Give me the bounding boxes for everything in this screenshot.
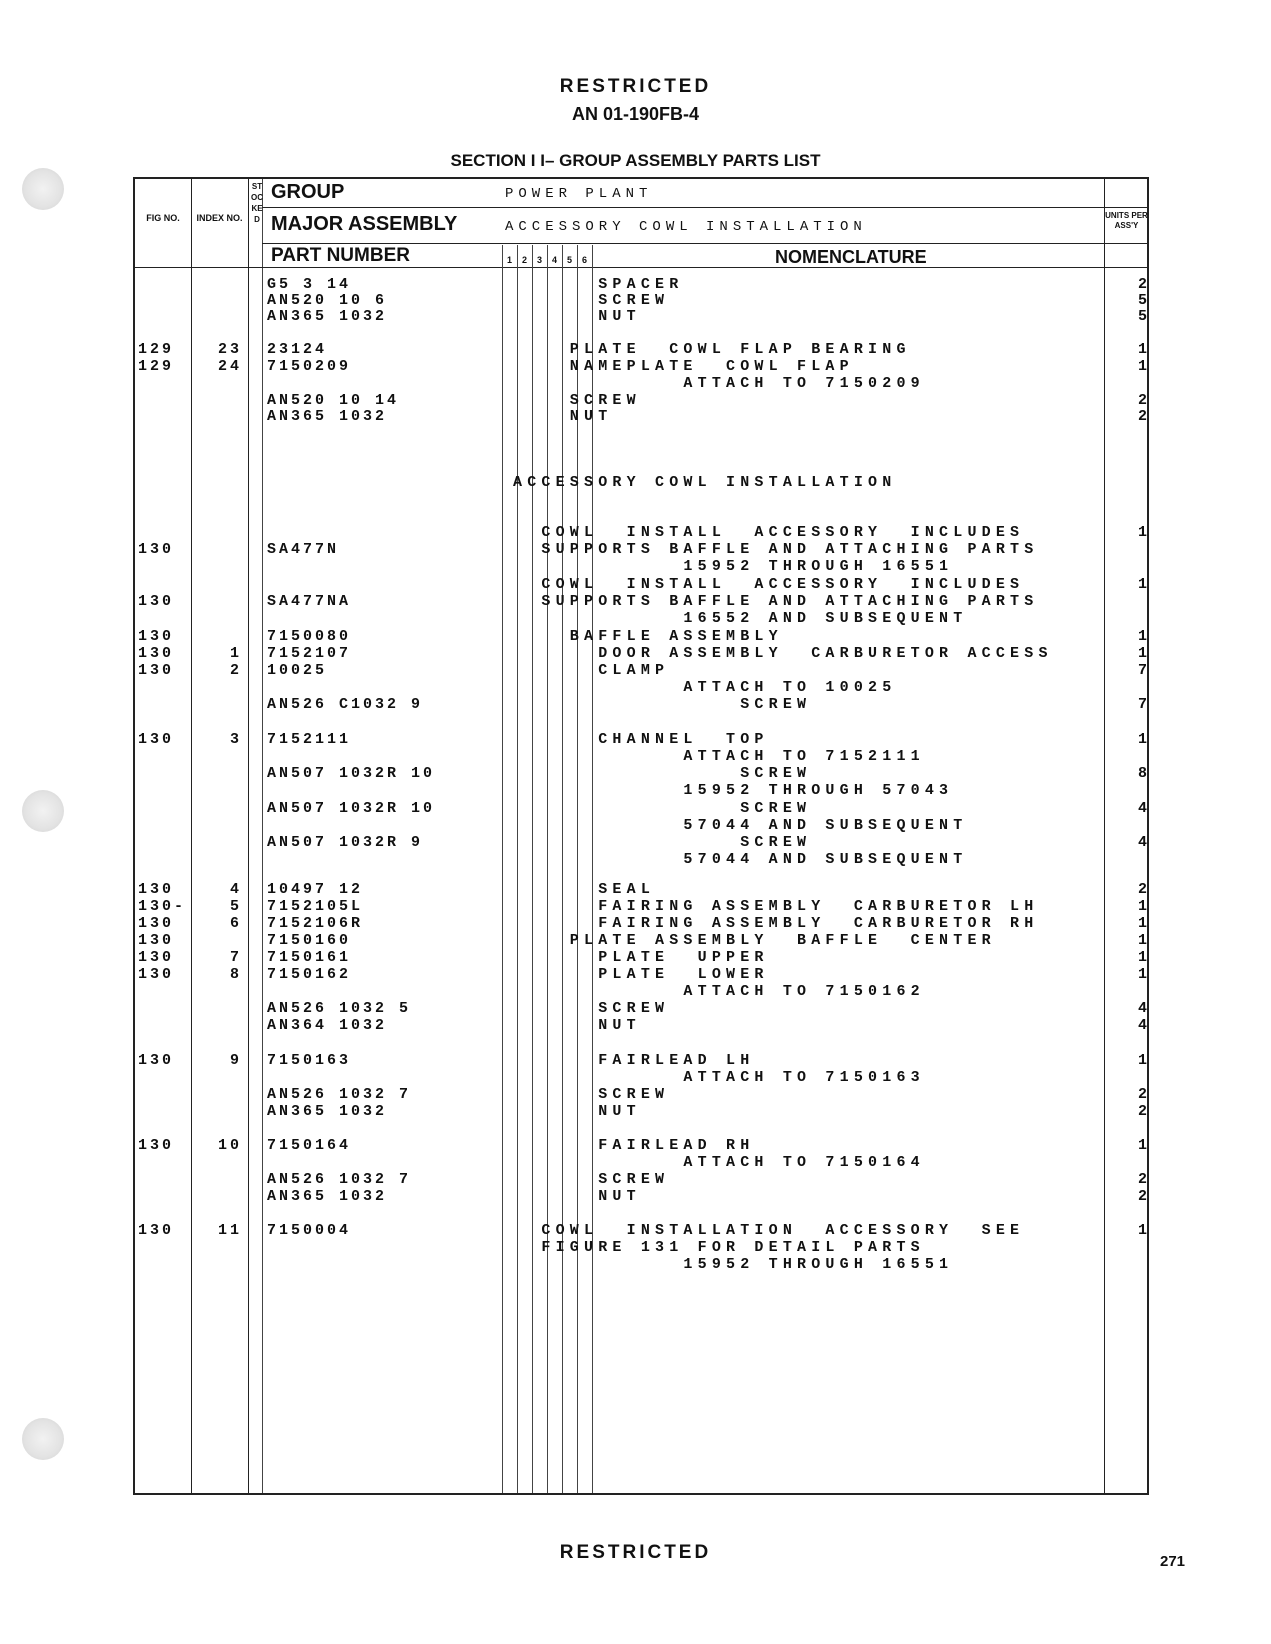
nomenclature-cell: ATTACH TO 7152111 bbox=[513, 748, 925, 765]
part-number-cell: 7152111 bbox=[267, 731, 352, 748]
table-row bbox=[135, 1256, 1147, 1274]
nomenclature-cell: SCREW bbox=[513, 392, 641, 409]
part-number-cell: AN526 1032 7 bbox=[267, 1171, 412, 1188]
major-assembly-value: ACCESSORY COWL INSTALLATION bbox=[505, 219, 867, 235]
index-no-cell: 2 bbox=[229, 662, 242, 679]
table-row bbox=[135, 1239, 1147, 1257]
nomenclature-cell: SCREW bbox=[513, 834, 812, 851]
table-row bbox=[135, 851, 1147, 869]
table-row bbox=[135, 358, 1147, 376]
indent-line-2 bbox=[517, 245, 518, 1493]
fig-no-cell: 130 bbox=[138, 1052, 175, 1069]
nomenclature-cell: SCREW bbox=[513, 765, 812, 782]
indent-col-4: 4 bbox=[551, 255, 557, 265]
table-row bbox=[135, 915, 1147, 933]
group-label: GROUP bbox=[271, 181, 345, 203]
units-cell: 2 bbox=[1137, 881, 1147, 898]
nomenclature-cell: SCREW bbox=[513, 1171, 670, 1188]
units-cell: 4 bbox=[1137, 800, 1147, 817]
nomenclature-cell: PLATE COWL FLAP BEARING bbox=[513, 341, 911, 358]
part-number-cell: 7150004 bbox=[267, 1222, 352, 1239]
nomenclature-cell: FIGURE 131 FOR DETAIL PARTS bbox=[513, 1239, 925, 1256]
units-cell: 7 bbox=[1137, 696, 1147, 713]
indent-col-6: 6 bbox=[581, 255, 587, 265]
nomenclature-cell: ATTACH TO 7150162 bbox=[513, 983, 925, 1000]
table-row bbox=[135, 1171, 1147, 1189]
units-cell: 1 bbox=[1137, 949, 1147, 966]
part-number-cell: AN526 C1032 9 bbox=[267, 696, 424, 713]
table-row bbox=[135, 524, 1147, 542]
fig-no-cell: 130 bbox=[138, 731, 175, 748]
units-cell: 2 bbox=[1137, 1188, 1147, 1205]
index-no-cell: 1 bbox=[229, 645, 242, 662]
table-row bbox=[135, 782, 1147, 800]
document-number: AN 01-190FB-4 bbox=[571, 104, 700, 124]
nomenclature-cell: SCREW bbox=[513, 1086, 670, 1103]
punch-hole-top bbox=[22, 168, 64, 210]
fig-no-cell: 129 bbox=[138, 358, 175, 375]
fig-no-cell: 130 bbox=[138, 628, 175, 645]
part-number-cell: SA477NA bbox=[267, 593, 352, 610]
table-row bbox=[135, 817, 1147, 835]
units-cell: 1 bbox=[1137, 898, 1147, 915]
table-row bbox=[135, 983, 1147, 1001]
units-cell: 1 bbox=[1137, 731, 1147, 748]
nomenclature-cell: NUT bbox=[513, 1103, 641, 1120]
part-number-cell: AN520 10 6 bbox=[267, 292, 388, 309]
units-cell: 5 bbox=[1137, 308, 1147, 325]
part-number-cell: 10025 bbox=[267, 662, 328, 679]
nomenclature-cell: SUPPORTS BAFFLE AND ATTACHING PARTS bbox=[513, 593, 1039, 610]
index-no-cell: 9 bbox=[229, 1052, 242, 1069]
table-row bbox=[135, 474, 1147, 492]
page-number: 271 bbox=[1160, 1553, 1186, 1570]
table-row bbox=[135, 1154, 1147, 1172]
nomenclature-cell: FAIRLEAD LH bbox=[513, 1052, 755, 1069]
units-cell: 1 bbox=[1137, 1222, 1147, 1239]
table-row bbox=[135, 1052, 1147, 1070]
units-cell: 1 bbox=[1137, 645, 1147, 662]
nomenclature-cell: FAIRING ASSEMBLY CARBURETOR LH bbox=[513, 898, 1039, 915]
table-row bbox=[135, 765, 1147, 783]
fig-no-cell: 130 bbox=[138, 1222, 175, 1239]
units-cell: 1 bbox=[1137, 915, 1147, 932]
indent-line-4 bbox=[547, 245, 548, 1493]
index-no-cell: 3 bbox=[229, 731, 242, 748]
nomenclature-cell: FAIRLEAD RH bbox=[513, 1137, 755, 1154]
nomenclature-cell: PLATE ASSEMBLY BAFFLE CENTER bbox=[513, 932, 996, 949]
fig-no-cell: 130 bbox=[138, 645, 175, 662]
units-cell: 1 bbox=[1137, 628, 1147, 645]
table-row bbox=[135, 375, 1147, 393]
part-number-cell: 7150163 bbox=[267, 1052, 352, 1069]
index-no-header: INDEX NO. bbox=[196, 213, 243, 223]
fig-no-cell: 130 bbox=[138, 949, 175, 966]
fig-no-cell: 129 bbox=[138, 341, 175, 358]
units-cell: 1 bbox=[1137, 341, 1147, 358]
fig-no-cell: 130 bbox=[138, 932, 175, 949]
table-row bbox=[135, 949, 1147, 967]
units-cell: 1 bbox=[1137, 932, 1147, 949]
indent-col-2: 2 bbox=[521, 255, 527, 265]
table-row bbox=[135, 341, 1147, 359]
nomenclature-cell: ACCESSORY COWL INSTALLATION bbox=[513, 474, 897, 491]
restricted-marking-bottom: RESTRICTED bbox=[559, 1542, 712, 1563]
nomenclature-cell: ATTACH TO 7150164 bbox=[513, 1154, 925, 1171]
nomenclature-cell: 15952 THROUGH 16551 bbox=[513, 558, 954, 575]
table-row bbox=[135, 881, 1147, 899]
part-number-cell: 7152105L bbox=[267, 898, 364, 915]
table-row bbox=[135, 610, 1147, 628]
part-number-cell: 7152106R bbox=[267, 915, 364, 932]
restricted-marking-top: RESTRICTED bbox=[559, 76, 712, 97]
nomenclature-cell: NUT bbox=[513, 1017, 641, 1034]
table-row bbox=[135, 1000, 1147, 1018]
table-row bbox=[135, 576, 1147, 594]
units-cell: 1 bbox=[1137, 358, 1147, 375]
fig-no-cell: 130- bbox=[138, 898, 187, 915]
part-number-cell: 7150162 bbox=[267, 966, 352, 983]
indent-line-3 bbox=[532, 245, 533, 1493]
divider-group bbox=[262, 207, 1147, 208]
nomenclature-cell: PLATE UPPER bbox=[513, 949, 769, 966]
table-row bbox=[135, 898, 1147, 916]
part-number-cell: AN507 1032R 9 bbox=[267, 834, 424, 851]
units-cell: 2 bbox=[1137, 408, 1147, 425]
table-row bbox=[135, 679, 1147, 697]
nomenclature-cell: ATTACH TO 7150209 bbox=[513, 375, 925, 392]
fig-no-cell: 130 bbox=[138, 541, 175, 558]
part-number-cell: AN526 1032 5 bbox=[267, 1000, 412, 1017]
nomenclature-cell: ATTACH TO 7150163 bbox=[513, 1069, 925, 1086]
part-number-cell: 7152107 bbox=[267, 645, 352, 662]
part-number-cell: AN526 1032 7 bbox=[267, 1086, 412, 1103]
indent-col-5: 5 bbox=[566, 255, 572, 265]
indent-line-1 bbox=[502, 245, 503, 1493]
part-number-cell: AN365 1032 bbox=[267, 308, 388, 325]
units-per-assy-header: UNITS PER ASS'Y bbox=[1105, 211, 1148, 230]
punch-hole-middle bbox=[22, 790, 64, 832]
part-number-cell: AN507 1032R 10 bbox=[267, 800, 436, 817]
units-cell: 7 bbox=[1137, 662, 1147, 679]
part-number-cell: 7150080 bbox=[267, 628, 352, 645]
units-cell: 2 bbox=[1137, 1103, 1147, 1120]
table-row bbox=[135, 1188, 1147, 1206]
nomenclature-cell: CHANNEL TOP bbox=[513, 731, 769, 748]
nomenclature-cell: SPACER bbox=[513, 276, 684, 293]
fig-no-cell: 130 bbox=[138, 662, 175, 679]
nomenclature-cell: SCREW bbox=[513, 696, 812, 713]
units-cell: 2 bbox=[1137, 1086, 1147, 1103]
nomenclature-cell: 15952 THROUGH 57043 bbox=[513, 782, 954, 799]
indent-col-1: 1 bbox=[506, 255, 512, 265]
part-number-cell: 7150209 bbox=[267, 358, 352, 375]
index-no-cell: 23 bbox=[217, 341, 242, 358]
divider-major bbox=[262, 243, 1147, 244]
part-number-header: PART NUMBER bbox=[271, 245, 410, 266]
units-cell: 4 bbox=[1137, 1000, 1147, 1017]
units-cell: 1 bbox=[1137, 966, 1147, 983]
table-row bbox=[135, 1137, 1147, 1155]
table-row bbox=[135, 645, 1147, 663]
table-row bbox=[135, 408, 1147, 426]
nomenclature-cell: 16552 AND SUBSEQUENT bbox=[513, 610, 968, 627]
group-value: POWER PLANT bbox=[505, 186, 653, 202]
nomenclature-cell: SUPPORTS BAFFLE AND ATTACHING PARTS bbox=[513, 541, 1039, 558]
nomenclature-cell: 57044 AND SUBSEQUENT bbox=[513, 817, 968, 834]
table-row bbox=[135, 1069, 1147, 1087]
table-row bbox=[135, 748, 1147, 766]
table-row bbox=[135, 1086, 1147, 1104]
table-row bbox=[135, 593, 1147, 611]
stocked-header: STOCKED bbox=[251, 182, 263, 224]
nomenclature-cell: COWL INSTALLATION ACCESSORY SEE bbox=[513, 1222, 1025, 1239]
nomenclature-cell: PLATE LOWER bbox=[513, 966, 769, 983]
parts-list-table bbox=[133, 177, 1149, 1495]
part-number-cell: AN520 10 14 bbox=[267, 392, 400, 409]
table-row bbox=[135, 1017, 1147, 1035]
table-row bbox=[135, 558, 1147, 576]
fig-no-cell: 130 bbox=[138, 593, 175, 610]
table-row bbox=[135, 541, 1147, 559]
part-number-cell: 7150160 bbox=[267, 932, 352, 949]
units-cell: 2 bbox=[1137, 276, 1147, 293]
index-no-cell: 7 bbox=[229, 949, 242, 966]
index-no-cell: 6 bbox=[229, 915, 242, 932]
units-cell: 5 bbox=[1137, 292, 1147, 309]
index-no-cell: 8 bbox=[229, 966, 242, 983]
table-row bbox=[135, 308, 1147, 326]
table-row bbox=[135, 834, 1147, 852]
table-row bbox=[135, 1222, 1147, 1240]
nomenclature-cell: SCREW bbox=[513, 292, 670, 309]
index-no-cell: 24 bbox=[217, 358, 242, 375]
units-cell: 4 bbox=[1137, 834, 1147, 851]
nomenclature-cell: NUT bbox=[513, 308, 641, 325]
nomenclature-cell: COWL INSTALL ACCESSORY INCLUDES bbox=[513, 524, 1025, 541]
part-number-cell: 7150164 bbox=[267, 1137, 352, 1154]
table-row bbox=[135, 966, 1147, 984]
nomenclature-cell: DOOR ASSEMBLY CARBURETOR ACCESS bbox=[513, 645, 1053, 662]
table-row bbox=[135, 662, 1147, 680]
index-no-cell: 4 bbox=[229, 881, 242, 898]
index-no-cell: 5 bbox=[229, 898, 242, 915]
units-cell: 1 bbox=[1137, 576, 1147, 593]
table-row bbox=[135, 731, 1147, 749]
table-row bbox=[135, 1103, 1147, 1121]
table-row bbox=[135, 628, 1147, 646]
nomenclature-cell: 15952 THROUGH 16551 bbox=[513, 1256, 954, 1273]
units-cell: 2 bbox=[1137, 392, 1147, 409]
nomenclature-cell: SCREW bbox=[513, 1000, 670, 1017]
nomenclature-cell: ATTACH TO 10025 bbox=[513, 679, 897, 696]
index-no-cell: 10 bbox=[217, 1137, 242, 1154]
units-cell: 8 bbox=[1137, 765, 1147, 782]
fig-no-cell: 130 bbox=[138, 881, 175, 898]
units-cell: 2 bbox=[1137, 1171, 1147, 1188]
part-number-cell: 10497 12 bbox=[267, 881, 364, 898]
punch-hole-bottom bbox=[22, 1418, 64, 1460]
table-row bbox=[135, 696, 1147, 714]
indent-line-end bbox=[592, 245, 593, 1493]
nomenclature-cell: SEAL bbox=[513, 881, 656, 898]
part-number-cell: G5 3 14 bbox=[267, 276, 352, 293]
part-number-cell: AN507 1032R 10 bbox=[267, 765, 436, 782]
fig-no-cell: 130 bbox=[138, 1137, 175, 1154]
part-number-cell: AN365 1032 bbox=[267, 1188, 388, 1205]
part-number-cell: AN365 1032 bbox=[267, 408, 388, 425]
part-number-cell: AN364 1032 bbox=[267, 1017, 388, 1034]
part-number-cell: 23124 bbox=[267, 341, 328, 358]
nomenclature-cell: FAIRING ASSEMBLY CARBURETOR RH bbox=[513, 915, 1039, 932]
indent-line-6 bbox=[577, 245, 578, 1493]
nomenclature-cell: NUT bbox=[513, 1188, 641, 1205]
section-title: SECTION I I– GROUP ASSEMBLY PARTS LIST bbox=[450, 151, 821, 170]
nomenclature-cell: 57044 AND SUBSEQUENT bbox=[513, 851, 968, 868]
nomenclature-cell: SCREW bbox=[513, 800, 812, 817]
table-row bbox=[135, 932, 1147, 950]
part-number-cell: SA477N bbox=[267, 541, 340, 558]
major-assembly-label: MAJOR ASSEMBLY bbox=[271, 213, 458, 235]
fig-no-header: FIG NO. bbox=[146, 213, 180, 223]
table-row bbox=[135, 800, 1147, 818]
units-cell: 1 bbox=[1137, 1052, 1147, 1069]
units-cell: 4 bbox=[1137, 1017, 1147, 1034]
nomenclature-cell: BAFFLE ASSEMBLY bbox=[513, 628, 783, 645]
nomenclature-cell: NAMEPLATE COWL FLAP bbox=[513, 358, 854, 375]
index-no-cell: 11 bbox=[217, 1222, 242, 1239]
fig-no-cell: 130 bbox=[138, 915, 175, 932]
indent-col-3: 3 bbox=[536, 255, 542, 265]
part-number-cell: AN365 1032 bbox=[267, 1103, 388, 1120]
fig-no-cell: 130 bbox=[138, 966, 175, 983]
divider-header-bottom bbox=[135, 267, 1147, 268]
nomenclature-cell: CLAMP bbox=[513, 662, 670, 679]
nomenclature-cell: COWL INSTALL ACCESSORY INCLUDES bbox=[513, 576, 1025, 593]
part-number-cell: 7150161 bbox=[267, 949, 352, 966]
nomenclature-cell: NUT bbox=[513, 408, 613, 425]
units-cell: 1 bbox=[1137, 1137, 1147, 1154]
nomenclature-header: NOMENCLATURE bbox=[775, 247, 927, 267]
indent-line-5 bbox=[562, 245, 563, 1493]
units-cell: 1 bbox=[1137, 524, 1147, 541]
